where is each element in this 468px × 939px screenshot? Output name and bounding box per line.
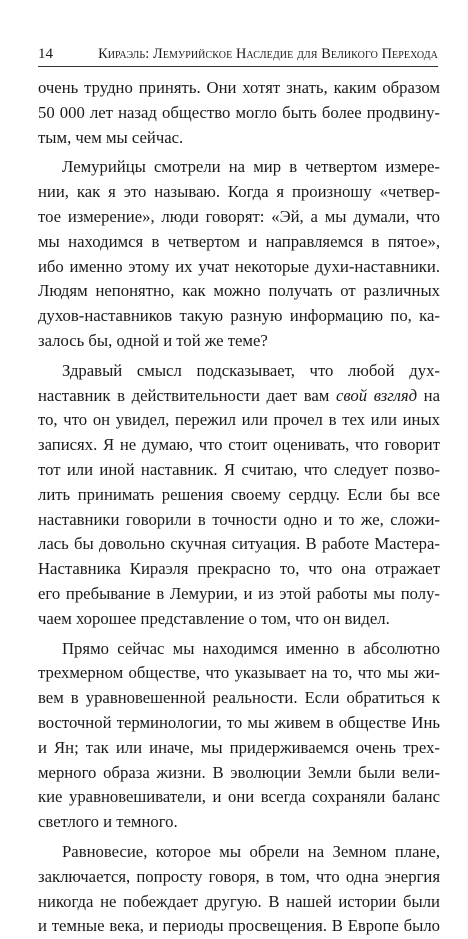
body-text bbox=[38, 76, 440, 939]
text-line: нии, как я это называю. Когда я произношу «четвер- bbox=[38, 182, 440, 202]
text-line: залось бы, одной и той же теме? bbox=[38, 330, 268, 350]
text-fragment: на bbox=[417, 385, 441, 405]
text-line: очень трудно принять. Они хотят знать, каким образом bbox=[38, 78, 440, 97]
text-line: Лемурийцы смотрели на мир в четвертом измере- bbox=[62, 157, 440, 177]
text-line: Наставника Кираэля прекрасно то, что она отражает bbox=[38, 559, 440, 579]
page-number: 14 bbox=[38, 46, 53, 62]
text-line: тое измерение», люди говорят: «Эй, а мы думали, что bbox=[38, 206, 440, 226]
text-line: восточной терминологии, то мы живем в обществе Инь bbox=[38, 712, 440, 732]
text-line: мерного образа жизни. В эволюции Земли были вели- bbox=[38, 762, 440, 782]
text-line: Здравый смысл подсказывает, что любой дух- bbox=[62, 360, 440, 380]
text-line: чаем хорошее представление о том, что он видел. bbox=[38, 608, 390, 628]
text-fragment: наставник в действительности дает вам bbox=[38, 385, 336, 405]
text-line: мы находимся в четвертом и направляемся в пятое», bbox=[38, 231, 440, 251]
text-line: записях. Я не думаю, что стоит оценивать, что говорит bbox=[38, 435, 440, 455]
text-line: лась бы довольно скучная ситуация. В работе Мастера- bbox=[38, 534, 440, 554]
text-line: лить принимать решения своему сердцу. Если бы все bbox=[38, 484, 440, 504]
text-line: и темные века, и периоды просвещения. В Европе было bbox=[38, 916, 440, 936]
text-line: заключается, попросту говоря, в том, что одна энергия bbox=[38, 866, 440, 886]
text-line: светлого и темного. bbox=[38, 812, 178, 832]
text-line: духов-наставников такую разную информацию по, ка- bbox=[38, 306, 440, 326]
text-line: тым, чем мы сейчас. bbox=[38, 127, 184, 147]
text-line: наставники говорили в точности одно и то же, сложи- bbox=[38, 509, 440, 529]
running-title: Кираэль: Лемурийское Наследие для Великого Перехода bbox=[98, 46, 438, 62]
text-line: кие уравновешиватели, и они всегда сохраняли баланс bbox=[38, 787, 440, 807]
text-line: вем в уравновешенной реальности. Если обратиться к bbox=[38, 688, 440, 708]
text-line: тот или иной наставник. Я считаю, что следует позво- bbox=[38, 459, 440, 479]
text-line: никогда не побеждает другую. В нашей истории были bbox=[38, 891, 440, 911]
text-line: его пребывание в Лемурии, и из этой работы мы полу- bbox=[38, 583, 440, 603]
text-line: Прямо сейчас мы находимся именно в абсолютно bbox=[62, 638, 440, 658]
text-line: Равновесие, которое мы обрели на Земном плане, bbox=[62, 841, 440, 861]
text-line: и Ян; так или иначе, мы придерживаемся очень трех- bbox=[38, 737, 440, 757]
text-line: то, что он увидел, пережил или прочел в тех или иных bbox=[38, 410, 440, 430]
text-line-with-emphasis bbox=[38, 384, 440, 409]
text-line: Людям непонятно, как можно получать от различных bbox=[38, 281, 440, 301]
emphasis-phrase: свой взгляд bbox=[336, 385, 418, 405]
page-header bbox=[38, 45, 438, 67]
text-line: 50 000 лет назад общество могло быть более продвину- bbox=[38, 102, 440, 122]
text-line: ибо именно этому их учат некоторые духи-наставники. bbox=[38, 256, 440, 276]
text-line: трехмерном обществе, что указывает на то, что мы жи- bbox=[38, 663, 440, 683]
